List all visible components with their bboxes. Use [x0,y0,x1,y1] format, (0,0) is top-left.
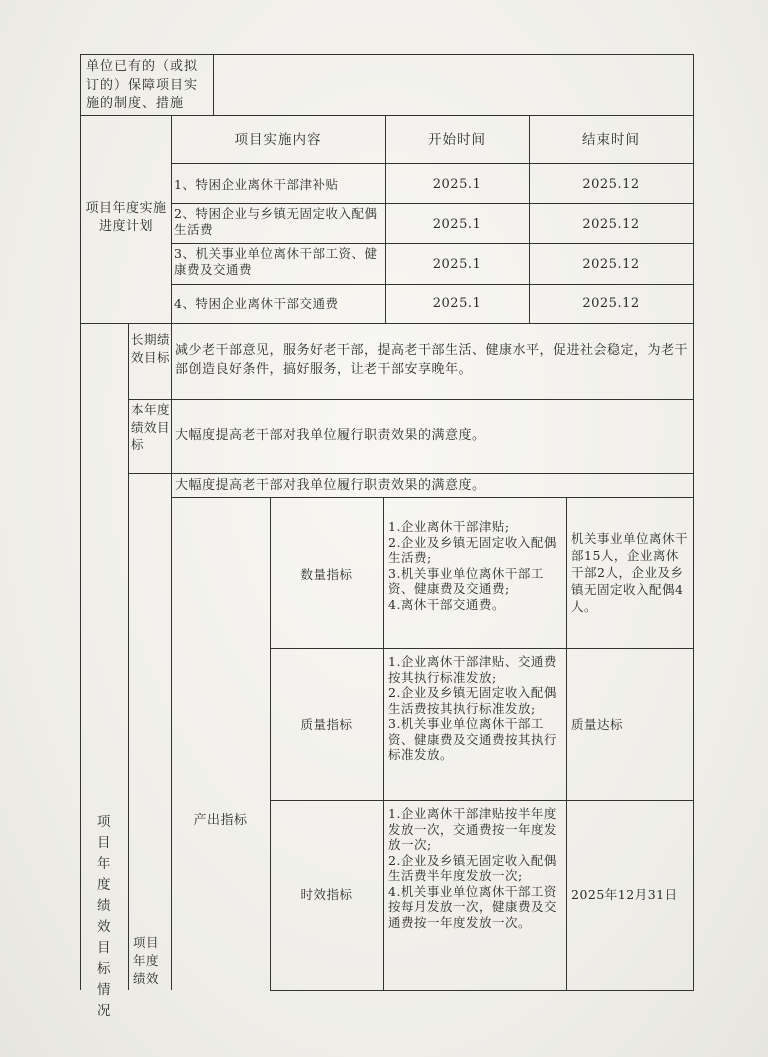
indicator-name-timeliness: 时效指标 [300,887,353,902]
indicator-content-quantity: 1.企业离休干部津贴; 2.企业及乡镇无固定收入配偶生活费; 3.机关事业单位离休干部工资、健康费及交通费; 4.离休干部交通费。 [388,519,557,612]
annual-label: 本年度绩效目标 [131,402,171,452]
goals-outer-label: 项目年度绩效目标情况 [97,814,111,1019]
schedule-row-4-end: 2025.12 [582,296,640,311]
indicator-value-timeliness: 2025年12月31日 [571,887,678,902]
schedule-row-1-content: 1、特困企业离休干部津补贴 [174,177,339,192]
schedule-row-2-end: 2025.12 [582,217,640,232]
schedule-label: 项目年度实施进度计划 [85,201,167,234]
schedule-row-1-end: 2025.12 [582,177,640,192]
schedule-row-2-start: 2025.1 [432,217,482,232]
annual-text: 大幅度提高老干部对我单位履行职责效果的满意度。 [175,428,486,443]
indicator-name-quality: 质量指标 [300,717,353,732]
long-term-label: 长期绩效目标 [131,332,171,365]
long-term-text: 减少老干部意见，服务好老干部，提高老干部生活、健康水平，促进社会稳定，为老干部创造良好条件，搞好服务，让老干部安享晚年。 [175,343,689,377]
indicator-content-quality: 1.企业离休干部津贴、交通费按其执行标准发放; 2.企业及乡镇无固定收入配偶生活费按其执行标准发放; 3.机关事业单位离休干部工资、健康费及交通费按其执行标准发放。 [388,654,558,762]
measures-label: 单位已有的（或拟订的）保障项目实施的制度、措施 [86,59,199,111]
indicator-intro: 大幅度提高老干部对我单位履行职责效果的满意度。 [175,478,486,493]
indicator-value-quantity: 机关事业单位离休干部15人，企业离休干部2人，企业及乡镇无固定收入配偶4人。 [571,531,689,614]
schedule-row-1-start: 2025.1 [432,177,482,192]
output-indicator-label: 产出指标 [193,813,248,828]
indicator-value-quality: 质量达标 [571,717,624,732]
header-end: 结束时间 [582,132,640,148]
indicator-content-timeliness: 1.企业离休干部津贴按半年度发放一次，交通费按一年度发放一次; 2.企业及乡镇无固定收入配偶生活费半年度发放一次; 4.机关事业单位离休干部工资按每月发放一次，健康费及交通费按一年度发放一次。 [388,806,558,930]
schedule-row-3-end: 2025.12 [582,257,640,272]
header-content: 项目实施内容 [234,132,322,148]
schedule-row-4-start: 2025.1 [432,296,482,311]
schedule-row-3-start: 2025.1 [432,257,482,272]
schedule-row-4-content: 4、特困企业离休干部交通费 [174,296,339,311]
header-start: 开始时间 [428,132,486,148]
schedule-row-3-content: 3、机关事业单位离休干部工资、健康费及交通费 [174,246,378,277]
indicator-name-quantity: 数量指标 [300,567,353,582]
schedule-row-2-content: 2、特困企业与乡镇无固定收入配偶生活费 [174,206,378,237]
indicator-label: 项目年度绩效 [133,935,160,986]
